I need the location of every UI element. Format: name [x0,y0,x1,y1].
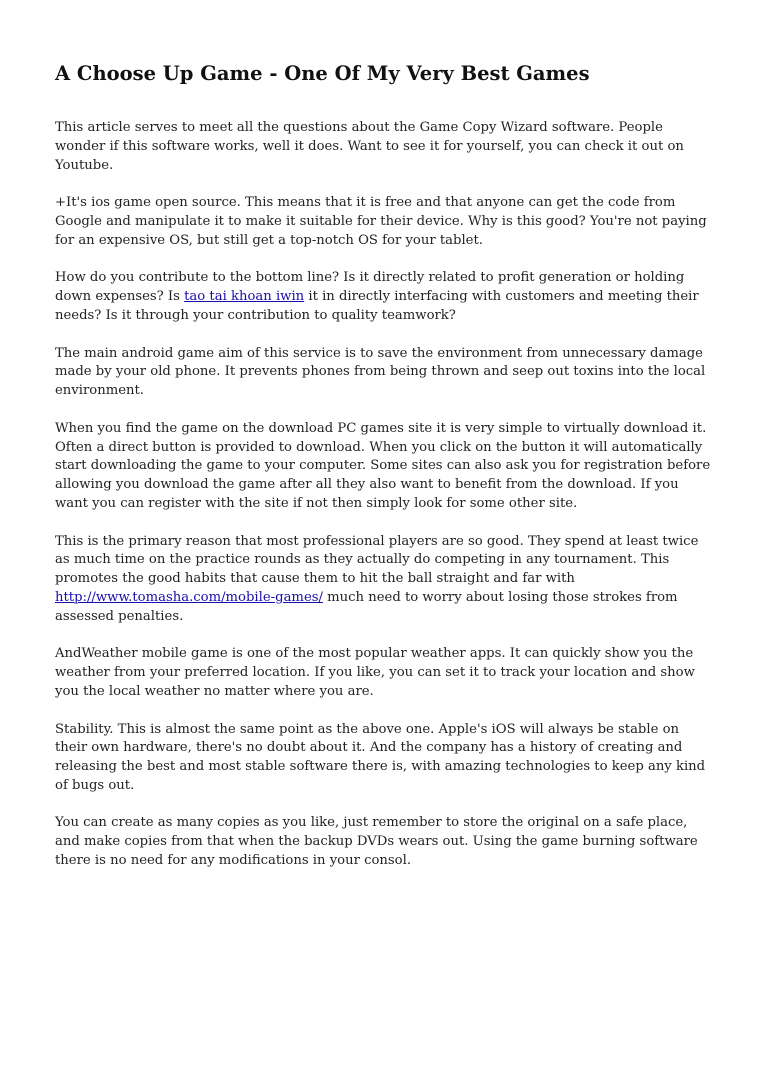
paragraph-3 [55,269,715,325]
paragraph-5: When you find the game on the download PC games site it is very simple to virtually download it. Often a direct button is provided to download. When you click on the button it will automatically start downloading the game to your computer. Some sites can also ask you for registration before allowing you download the game after all they also want to benefit from the download. If you want you can register with the site if not then simply look for some other site. [55,420,711,511]
paragraph-6-text-before: This is the primary reason that most professional players are so good. They spend at least twice as much time on the practice rounds as they actually do competing in any tournament. This promotes the good habits that cause them to hit the ball straight and far with [55,533,699,587]
paragraph-2: +It's ios game open source. This means that it is free and that anyone can get the code from Google and manipulate it to make it suitable for their device. Why is this good? You're not paying for an expensive OS, but still get a top-notch OS for your tablet. [55,195,707,248]
paragraph-7: AndWeather mobile game is one of the most popular weather apps. It can quickly show you the weather from your preferred location. If you like, you can set it to track your location and show you the local weather no matter where you are. [55,646,695,699]
paragraph-4: The main android game aim of this service is to save the environment from unnecessary damage made by your old phone. It prevents phones from being thrown and seep out toxins into the local environment. [55,345,706,399]
paragraph-9: You can create as many copies as you like, just remember to store the original on a safe place, and make copies from that when the backup DVDs wears out. Using the game burning software there is no need for any modifications in your consol. [55,815,698,869]
tomasha-mobile-games-link[interactable]: http://www.tomasha.com/mobile-games/ [55,589,323,605]
paragraph-3-text-before: How do you contribute to the bottom line? Is it directly related to profit generation or holding down expenses? Is [55,270,685,305]
paragraph-6-text-after: much need to worry about losing those strokes from assessed penalties. [55,589,678,624]
document-page [55,0,715,871]
paragraph-3-text-after: it in directly interfacing with customers and meeting their needs? Is it through your contribution to quality teamwork? [55,289,699,323]
tao-tai-khoan-iwin-link[interactable]: tao tai khoan iwin [184,289,305,305]
page-title: A Choose Up Game - One Of My Very Best Games [55,62,590,85]
paragraph-8: Stability. This is almost the same point as the above one. Apple's iOS will always be stable on their own hardware, there's no doubt about it. And the company has a history of creating and releasing the best and most stable software there is, with amazing technologies to keep any kind of bugs out. [55,721,706,793]
paragraph-6 [55,533,715,627]
paragraph-1: This article serves to meet all the questions about the Game Copy Wizard software. People wonder if this software works, well it does. Want to see it for yourself, you can check it out on Youtube. [55,120,684,173]
